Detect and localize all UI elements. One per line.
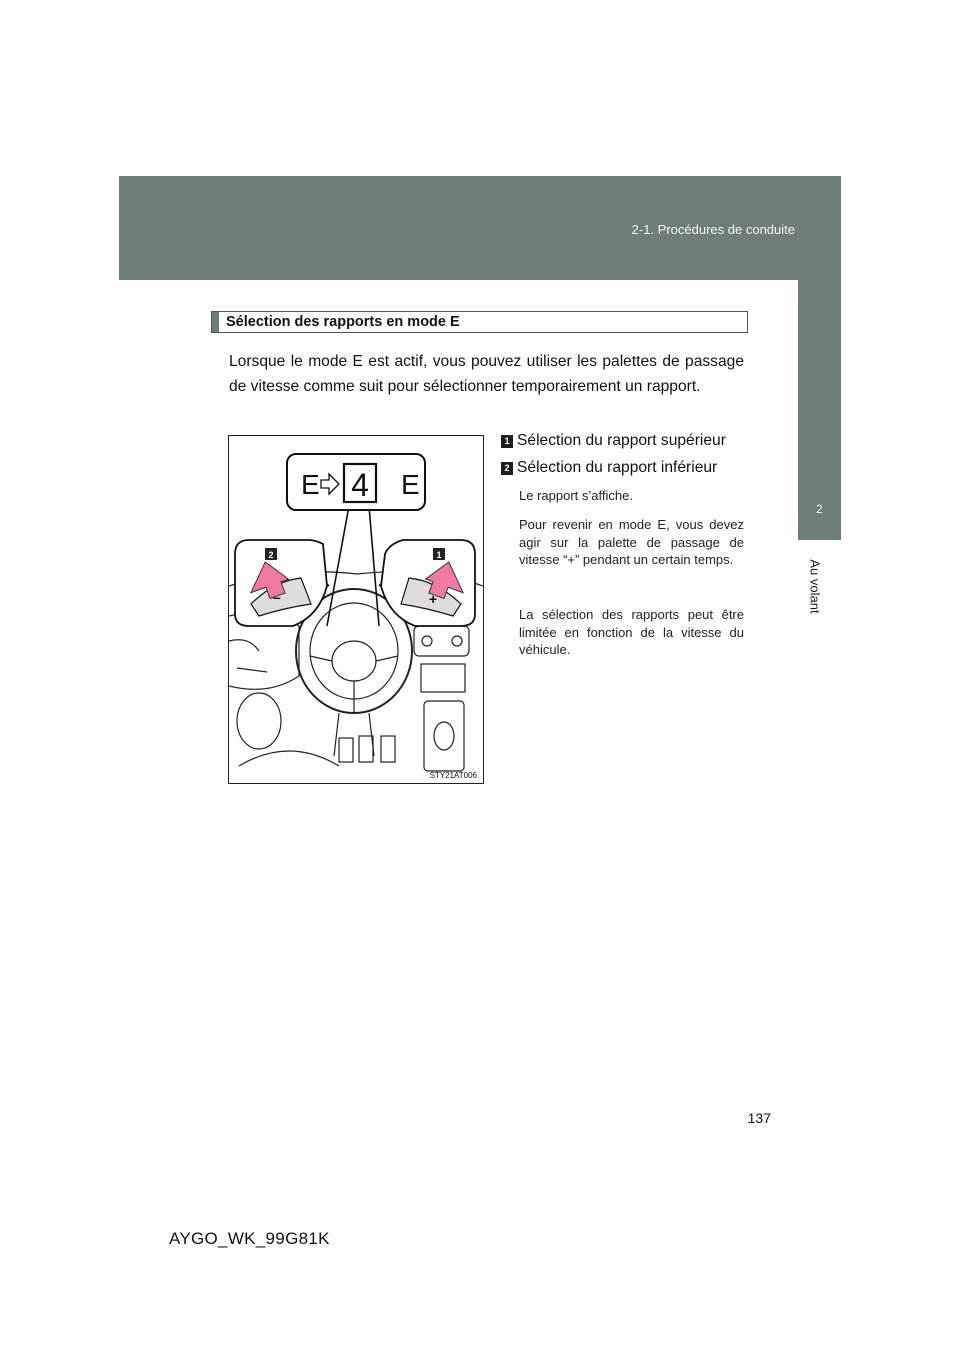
figure-code: STY21AT006	[429, 771, 477, 780]
display-gear: 4	[351, 467, 369, 503]
list-item-upshift	[501, 432, 726, 450]
item-number-badge: 1	[501, 435, 513, 448]
section-heading-bar	[211, 311, 748, 333]
section-heading: Sélection des rapports en mode E	[226, 314, 460, 330]
item-label: Sélection du rapport supérieur	[517, 432, 726, 449]
chapter-number: 2	[816, 502, 823, 516]
intro-paragraph: Lorsque le mode E est actif, vous pouvez utiliser les palettes de passage de vitesse comme suit pour sélectionner temporairement un rapport.	[229, 353, 744, 395]
minus-label: –	[273, 589, 281, 605]
paddle-shift-illustration	[229, 436, 483, 783]
note-gear-limit: La sélection des rapports peut être limitée en fonction de la vitesse du véhicule.	[519, 607, 744, 657]
header-bar	[119, 176, 841, 280]
heading-accent	[212, 312, 219, 332]
note-return-e-mode: Pour revenir en mode E, vous devez agir sur la palette de passage de vitesse “+” pendant un certain temps.	[519, 517, 744, 567]
plus-label: +	[429, 591, 438, 607]
display-mode-left: E	[301, 469, 320, 500]
chapter-tab	[798, 280, 841, 540]
steering-wheel-figure	[228, 435, 484, 784]
callout-1: 1	[436, 550, 442, 560]
chapter-label: Au volant	[807, 559, 823, 614]
display-mode-right: E	[401, 469, 420, 500]
page-number: 137	[747, 1110, 771, 1126]
callout-2: 2	[268, 550, 274, 560]
note-gear-display: Le rapport s’affiche.	[519, 488, 633, 503]
item-label: Sélection du rapport inférieur	[517, 459, 718, 476]
list-item-downshift	[501, 459, 717, 477]
item-number-badge: 2	[501, 462, 513, 475]
document-id: AYGO_WK_99G81K	[169, 1229, 330, 1248]
section-title: 2-1. Procédures de conduite	[631, 222, 795, 237]
